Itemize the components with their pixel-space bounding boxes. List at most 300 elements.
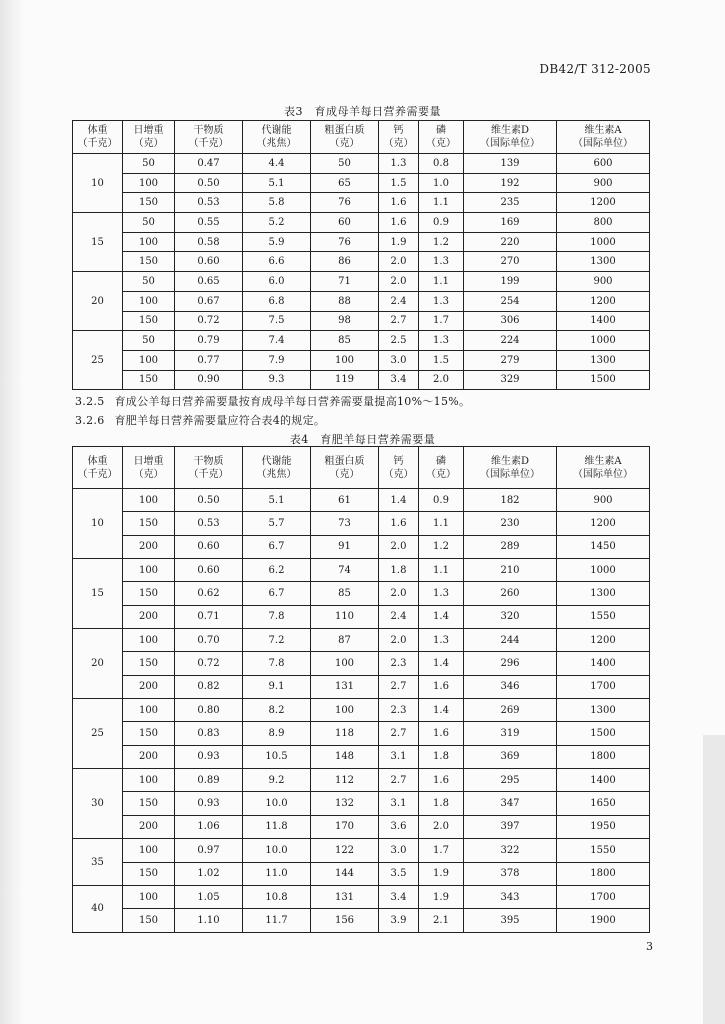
table-cell: 3.5 bbox=[379, 862, 419, 885]
table-cell: 132 bbox=[311, 792, 379, 815]
table-cell: 1.6 bbox=[419, 722, 464, 745]
table-cell: 98 bbox=[311, 311, 379, 331]
table-row bbox=[73, 605, 650, 628]
table-cell: 1400 bbox=[557, 652, 650, 675]
column-title: 维生素A bbox=[584, 455, 622, 467]
table-cell: 2.3 bbox=[379, 652, 419, 675]
table-cell: 244 bbox=[464, 629, 557, 652]
table-cell: 295 bbox=[464, 769, 557, 792]
table-cell: 1.3 bbox=[419, 629, 464, 652]
table-cell: 1300 bbox=[557, 350, 650, 370]
column-unit: （克） bbox=[426, 468, 456, 480]
table-row bbox=[73, 173, 650, 193]
table-cell: 170 bbox=[311, 815, 379, 838]
table-cell: 0.70 bbox=[175, 629, 243, 652]
table-cell: 9.2 bbox=[243, 769, 311, 792]
table-cell: 1.6 bbox=[379, 512, 419, 535]
table-cell: 3.1 bbox=[379, 745, 419, 768]
table-cell: 1.10 bbox=[175, 909, 243, 932]
table-cell: 150 bbox=[123, 862, 175, 885]
table-cell: 0.93 bbox=[175, 792, 243, 815]
table-cell: 1.4 bbox=[419, 605, 464, 628]
table-cell: 150 bbox=[123, 792, 175, 815]
table-cell: 1.3 bbox=[379, 154, 419, 174]
table-cell: 0.53 bbox=[175, 193, 243, 213]
column-header bbox=[419, 447, 464, 489]
column-title: 代谢能 bbox=[261, 455, 292, 467]
column-title: 粗蛋白质 bbox=[324, 455, 365, 467]
table-cell: 0.60 bbox=[175, 535, 243, 558]
table-cell: 0.79 bbox=[175, 331, 243, 351]
table-cell: 50 bbox=[123, 213, 175, 233]
table-cell: 50 bbox=[311, 154, 379, 174]
table-cell: 0.53 bbox=[175, 512, 243, 535]
table-cell: 1650 bbox=[557, 792, 650, 815]
table-cell: 260 bbox=[464, 582, 557, 605]
table-cell: 395 bbox=[464, 909, 557, 932]
weight-cell: 15 bbox=[73, 559, 123, 629]
table-cell: 3.6 bbox=[379, 815, 419, 838]
table-row bbox=[73, 699, 650, 722]
table3 bbox=[72, 120, 650, 390]
weight-cell: 25 bbox=[73, 699, 123, 769]
table-cell: 1.6 bbox=[419, 675, 464, 698]
table-cell: 1.8 bbox=[379, 559, 419, 582]
table-cell: 320 bbox=[464, 605, 557, 628]
table-cell: 87 bbox=[311, 629, 379, 652]
table-cell: 5.2 bbox=[243, 213, 311, 233]
table-cell: 1400 bbox=[557, 311, 650, 331]
table-cell: 8.9 bbox=[243, 722, 311, 745]
column-unit: （克） bbox=[426, 138, 456, 149]
header-row bbox=[73, 121, 650, 154]
column-unit: （千克） bbox=[188, 468, 229, 480]
table-row bbox=[73, 291, 650, 311]
column-unit: （克） bbox=[133, 138, 164, 149]
column-header bbox=[419, 121, 464, 154]
weight-cell: 10 bbox=[73, 489, 123, 559]
table-cell: 2.7 bbox=[379, 722, 419, 745]
column-title: 磷 bbox=[436, 125, 446, 136]
table-cell: 1550 bbox=[557, 839, 650, 862]
table-cell: 1950 bbox=[557, 815, 650, 838]
table-cell: 100 bbox=[123, 350, 175, 370]
table-cell: 200 bbox=[123, 815, 175, 838]
document-id: DB42/T 312-2005 bbox=[539, 62, 651, 76]
table-cell: 6.8 bbox=[243, 291, 311, 311]
table-cell: 210 bbox=[464, 559, 557, 582]
table-cell: 100 bbox=[123, 839, 175, 862]
table-cell: 1.9 bbox=[419, 885, 464, 908]
table-cell: 235 bbox=[464, 193, 557, 213]
column-header bbox=[123, 121, 175, 154]
table-cell: 1.3 bbox=[419, 252, 464, 272]
table-cell: 378 bbox=[464, 862, 557, 885]
table-cell: 10.5 bbox=[243, 745, 311, 768]
column-unit: （克） bbox=[329, 138, 360, 149]
table-cell: 100 bbox=[123, 885, 175, 908]
table-cell: 200 bbox=[123, 675, 175, 698]
column-header bbox=[379, 447, 419, 489]
table-cell: 169 bbox=[464, 213, 557, 233]
table-cell: 306 bbox=[464, 311, 557, 331]
table-cell: 1200 bbox=[557, 291, 650, 311]
table-cell: 100 bbox=[123, 769, 175, 792]
table-cell: 296 bbox=[464, 652, 557, 675]
page-number: 3 bbox=[646, 940, 653, 953]
weight-cell: 30 bbox=[73, 769, 123, 839]
table-cell: 0.93 bbox=[175, 745, 243, 768]
table-cell: 110 bbox=[311, 605, 379, 628]
column-title: 粗蛋白质 bbox=[324, 125, 365, 136]
column-header bbox=[123, 447, 175, 489]
table-cell: 3.0 bbox=[379, 839, 419, 862]
table-cell: 65 bbox=[311, 173, 379, 193]
table-cell: 1.1 bbox=[419, 512, 464, 535]
table-cell: 100 bbox=[311, 699, 379, 722]
table-cell: 8.2 bbox=[243, 699, 311, 722]
column-unit: （国际单位） bbox=[480, 138, 540, 149]
table-row bbox=[73, 629, 650, 652]
table-cell: 1.2 bbox=[419, 535, 464, 558]
table-cell: 100 bbox=[123, 699, 175, 722]
table-row bbox=[73, 252, 650, 272]
column-title: 磷 bbox=[436, 455, 446, 467]
table3-caption: 表3 育成母羊每日营养需要量 bbox=[284, 105, 441, 118]
table-cell: 76 bbox=[311, 232, 379, 252]
table-row bbox=[73, 512, 650, 535]
column-unit: （千克） bbox=[188, 138, 229, 149]
table-cell: 1.1 bbox=[419, 193, 464, 213]
table-cell: 1.1 bbox=[419, 272, 464, 292]
table-cell: 1700 bbox=[557, 885, 650, 908]
table-cell: 0.60 bbox=[175, 559, 243, 582]
table-row bbox=[73, 652, 650, 675]
table-cell: 1400 bbox=[557, 769, 650, 792]
table-cell: 0.97 bbox=[175, 839, 243, 862]
table-cell: 74 bbox=[311, 559, 379, 582]
table-cell: 100 bbox=[123, 232, 175, 252]
table-cell: 100 bbox=[311, 350, 379, 370]
table-cell: 139 bbox=[464, 154, 557, 174]
table-cell: 397 bbox=[464, 815, 557, 838]
table-cell: 2.7 bbox=[379, 311, 419, 331]
table-cell: 0.72 bbox=[175, 652, 243, 675]
table-cell: 85 bbox=[311, 331, 379, 351]
column-unit: （克） bbox=[383, 468, 414, 480]
table-cell: 0.89 bbox=[175, 769, 243, 792]
table-cell: 1.05 bbox=[175, 885, 243, 908]
table-cell: 329 bbox=[464, 370, 557, 390]
table-cell: 2.0 bbox=[379, 535, 419, 558]
table-cell: 0.55 bbox=[175, 213, 243, 233]
table-cell: 2.0 bbox=[419, 370, 464, 390]
table-cell: 100 bbox=[123, 291, 175, 311]
table-cell: 1.9 bbox=[379, 232, 419, 252]
table-cell: 346 bbox=[464, 675, 557, 698]
table-cell: 2.0 bbox=[379, 252, 419, 272]
table-row bbox=[73, 311, 650, 331]
column-header bbox=[557, 447, 650, 489]
table-row bbox=[73, 792, 650, 815]
table-cell: 10.0 bbox=[243, 839, 311, 862]
table-cell: 1200 bbox=[557, 629, 650, 652]
table-cell: 1000 bbox=[557, 232, 650, 252]
table-cell: 100 bbox=[123, 559, 175, 582]
table-cell: 1.1 bbox=[419, 559, 464, 582]
table-cell: 0.47 bbox=[175, 154, 243, 174]
column-unit: （兆焦） bbox=[256, 138, 297, 149]
table4 bbox=[72, 446, 650, 933]
table-cell: 5.1 bbox=[243, 489, 311, 512]
table-cell: 9.3 bbox=[243, 370, 311, 390]
table-cell: 144 bbox=[311, 862, 379, 885]
table-row bbox=[73, 350, 650, 370]
table-cell: 150 bbox=[123, 909, 175, 932]
table-row bbox=[73, 213, 650, 233]
table-cell: 7.4 bbox=[243, 331, 311, 351]
column-unit: （兆焦） bbox=[256, 468, 297, 480]
table-cell: 343 bbox=[464, 885, 557, 908]
table-cell: 2.0 bbox=[379, 582, 419, 605]
table-cell: 148 bbox=[311, 745, 379, 768]
table-cell: 85 bbox=[311, 582, 379, 605]
table-cell: 199 bbox=[464, 272, 557, 292]
table-cell: 1.6 bbox=[379, 213, 419, 233]
weight-cell: 35 bbox=[73, 839, 123, 886]
table-cell: 0.65 bbox=[175, 272, 243, 292]
table-cell: 192 bbox=[464, 173, 557, 193]
column-title: 日增重 bbox=[133, 125, 164, 136]
table-cell: 0.72 bbox=[175, 311, 243, 331]
table-cell: 1700 bbox=[557, 675, 650, 698]
paragraph-3-2-6 bbox=[75, 412, 325, 428]
table-cell: 10.8 bbox=[243, 885, 311, 908]
table-cell: 88 bbox=[311, 291, 379, 311]
weight-cell: 10 bbox=[73, 154, 123, 213]
table-cell: 5.9 bbox=[243, 232, 311, 252]
table-row bbox=[73, 839, 650, 862]
table-cell: 150 bbox=[123, 311, 175, 331]
table-cell: 1.6 bbox=[379, 193, 419, 213]
table-cell: 200 bbox=[123, 745, 175, 768]
table-cell: 0.58 bbox=[175, 232, 243, 252]
table-cell: 254 bbox=[464, 291, 557, 311]
table-cell: 900 bbox=[557, 173, 650, 193]
table-cell: 7.5 bbox=[243, 311, 311, 331]
table-cell: 5.7 bbox=[243, 512, 311, 535]
table-row bbox=[73, 909, 650, 932]
table-row bbox=[73, 675, 650, 698]
table-row bbox=[73, 815, 650, 838]
table-cell: 3.9 bbox=[379, 909, 419, 932]
paragraph-text: 育成公羊每日营养需要量按育成母羊每日营养需要量提高10%～15%。 bbox=[114, 395, 471, 408]
table-cell: 1.3 bbox=[419, 582, 464, 605]
table-cell: 0.60 bbox=[175, 252, 243, 272]
table-row bbox=[73, 272, 650, 292]
table-cell: 131 bbox=[311, 675, 379, 698]
paragraph-text: 育肥羊每日营养需要量应符合表4的规定。 bbox=[114, 414, 326, 427]
table-cell: 1.5 bbox=[379, 173, 419, 193]
table-cell: 2.3 bbox=[379, 699, 419, 722]
table-cell: 0.82 bbox=[175, 675, 243, 698]
column-header bbox=[73, 121, 123, 154]
paragraph-number: 3.2.6 bbox=[75, 414, 105, 427]
header-row bbox=[73, 447, 650, 489]
scan-shadow-left bbox=[0, 0, 24, 1024]
table-cell: 60 bbox=[311, 213, 379, 233]
column-header bbox=[243, 447, 311, 489]
table-cell: 1.3 bbox=[419, 291, 464, 311]
table-cell: 1300 bbox=[557, 252, 650, 272]
table-cell: 224 bbox=[464, 331, 557, 351]
column-header bbox=[464, 121, 557, 154]
table-cell: 0.80 bbox=[175, 699, 243, 722]
column-unit: （国际单位） bbox=[573, 468, 633, 480]
table-cell: 0.62 bbox=[175, 582, 243, 605]
column-unit: （千克） bbox=[77, 468, 118, 480]
table-cell: 73 bbox=[311, 512, 379, 535]
table-cell: 7.8 bbox=[243, 652, 311, 675]
table-cell: 1.3 bbox=[419, 331, 464, 351]
table-cell: 1.02 bbox=[175, 862, 243, 885]
column-header bbox=[311, 447, 379, 489]
table-cell: 61 bbox=[311, 489, 379, 512]
table-cell: 1.4 bbox=[419, 652, 464, 675]
table-cell: 2.7 bbox=[379, 769, 419, 792]
table-cell: 0.83 bbox=[175, 722, 243, 745]
table-cell: 1200 bbox=[557, 193, 650, 213]
table-cell: 150 bbox=[123, 512, 175, 535]
table-cell: 5.8 bbox=[243, 193, 311, 213]
table-cell: 1800 bbox=[557, 745, 650, 768]
table-cell: 0.50 bbox=[175, 489, 243, 512]
table-row bbox=[73, 489, 650, 512]
table-cell: 2.0 bbox=[419, 815, 464, 838]
table-cell: 1000 bbox=[557, 559, 650, 582]
table-cell: 319 bbox=[464, 722, 557, 745]
table-row bbox=[73, 193, 650, 213]
table-row bbox=[73, 745, 650, 768]
table-cell: 2.0 bbox=[379, 272, 419, 292]
scan-shadow-right bbox=[703, 735, 725, 1024]
table-cell: 7.9 bbox=[243, 350, 311, 370]
table-cell: 1550 bbox=[557, 605, 650, 628]
table-row bbox=[73, 370, 650, 390]
table-cell: 1.4 bbox=[379, 489, 419, 512]
table-cell: 91 bbox=[311, 535, 379, 558]
table-cell: 2.0 bbox=[379, 629, 419, 652]
table-cell: 150 bbox=[123, 370, 175, 390]
table-cell: 6.0 bbox=[243, 272, 311, 292]
table-cell: 71 bbox=[311, 272, 379, 292]
table-cell: 6.2 bbox=[243, 559, 311, 582]
table-cell: 2.7 bbox=[379, 675, 419, 698]
table-cell: 182 bbox=[464, 489, 557, 512]
table-cell: 50 bbox=[123, 154, 175, 174]
table-cell: 50 bbox=[123, 331, 175, 351]
table-cell: 200 bbox=[123, 605, 175, 628]
table-cell: 1900 bbox=[557, 909, 650, 932]
table-cell: 3.4 bbox=[379, 885, 419, 908]
table-cell: 122 bbox=[311, 839, 379, 862]
weight-cell: 15 bbox=[73, 213, 123, 272]
table-cell: 369 bbox=[464, 745, 557, 768]
table-cell: 0.67 bbox=[175, 291, 243, 311]
table-cell: 100 bbox=[123, 173, 175, 193]
table-cell: 118 bbox=[311, 722, 379, 745]
column-unit: （克） bbox=[133, 468, 164, 480]
table-cell: 6.7 bbox=[243, 535, 311, 558]
column-unit: （克） bbox=[329, 468, 360, 480]
table-cell: 0.90 bbox=[175, 370, 243, 390]
column-header bbox=[73, 447, 123, 489]
column-title: 维生素D bbox=[490, 125, 530, 136]
column-title: 日增重 bbox=[133, 455, 164, 467]
table-cell: 112 bbox=[311, 769, 379, 792]
table-row bbox=[73, 331, 650, 351]
table-cell: 279 bbox=[464, 350, 557, 370]
table-cell: 100 bbox=[123, 629, 175, 652]
table-cell: 2.4 bbox=[379, 291, 419, 311]
column-header bbox=[175, 447, 243, 489]
table-cell: 1.8 bbox=[419, 745, 464, 768]
table-cell: 131 bbox=[311, 885, 379, 908]
column-header bbox=[311, 121, 379, 154]
table-row bbox=[73, 582, 650, 605]
table-cell: 1.7 bbox=[419, 311, 464, 331]
column-unit: （国际单位） bbox=[480, 468, 540, 480]
table-cell: 0.8 bbox=[419, 154, 464, 174]
table-row bbox=[73, 154, 650, 174]
table-cell: 3.0 bbox=[379, 350, 419, 370]
table-row bbox=[73, 862, 650, 885]
table-cell: 200 bbox=[123, 535, 175, 558]
table-cell: 4.4 bbox=[243, 154, 311, 174]
table-cell: 900 bbox=[557, 272, 650, 292]
table-row bbox=[73, 559, 650, 582]
table-cell: 150 bbox=[123, 652, 175, 675]
paragraph-3-2-5 bbox=[75, 393, 470, 409]
column-title: 维生素D bbox=[490, 455, 530, 467]
table-cell: 220 bbox=[464, 232, 557, 252]
table-cell: 11.7 bbox=[243, 909, 311, 932]
table-cell: 1.2 bbox=[419, 232, 464, 252]
table-cell: 100 bbox=[123, 489, 175, 512]
table-cell: 1.4 bbox=[419, 699, 464, 722]
table-cell: 11.8 bbox=[243, 815, 311, 838]
table-cell: 900 bbox=[557, 489, 650, 512]
table-row bbox=[73, 769, 650, 792]
table-cell: 1.9 bbox=[419, 862, 464, 885]
table-cell: 2.4 bbox=[379, 605, 419, 628]
table-cell: 1200 bbox=[557, 512, 650, 535]
table-row bbox=[73, 535, 650, 558]
table-cell: 1000 bbox=[557, 331, 650, 351]
column-unit: （国际单位） bbox=[573, 138, 633, 149]
column-title: 维生素A bbox=[584, 125, 622, 136]
table-cell: 1450 bbox=[557, 535, 650, 558]
column-title: 体重 bbox=[87, 455, 108, 467]
table-cell: 1800 bbox=[557, 862, 650, 885]
table-cell: 1.6 bbox=[419, 769, 464, 792]
column-header bbox=[243, 121, 311, 154]
table-cell: 150 bbox=[123, 252, 175, 272]
column-title: 钙 bbox=[393, 125, 404, 136]
table-cell: 11.0 bbox=[243, 862, 311, 885]
table-cell: 0.9 bbox=[419, 489, 464, 512]
table-cell: 0.77 bbox=[175, 350, 243, 370]
